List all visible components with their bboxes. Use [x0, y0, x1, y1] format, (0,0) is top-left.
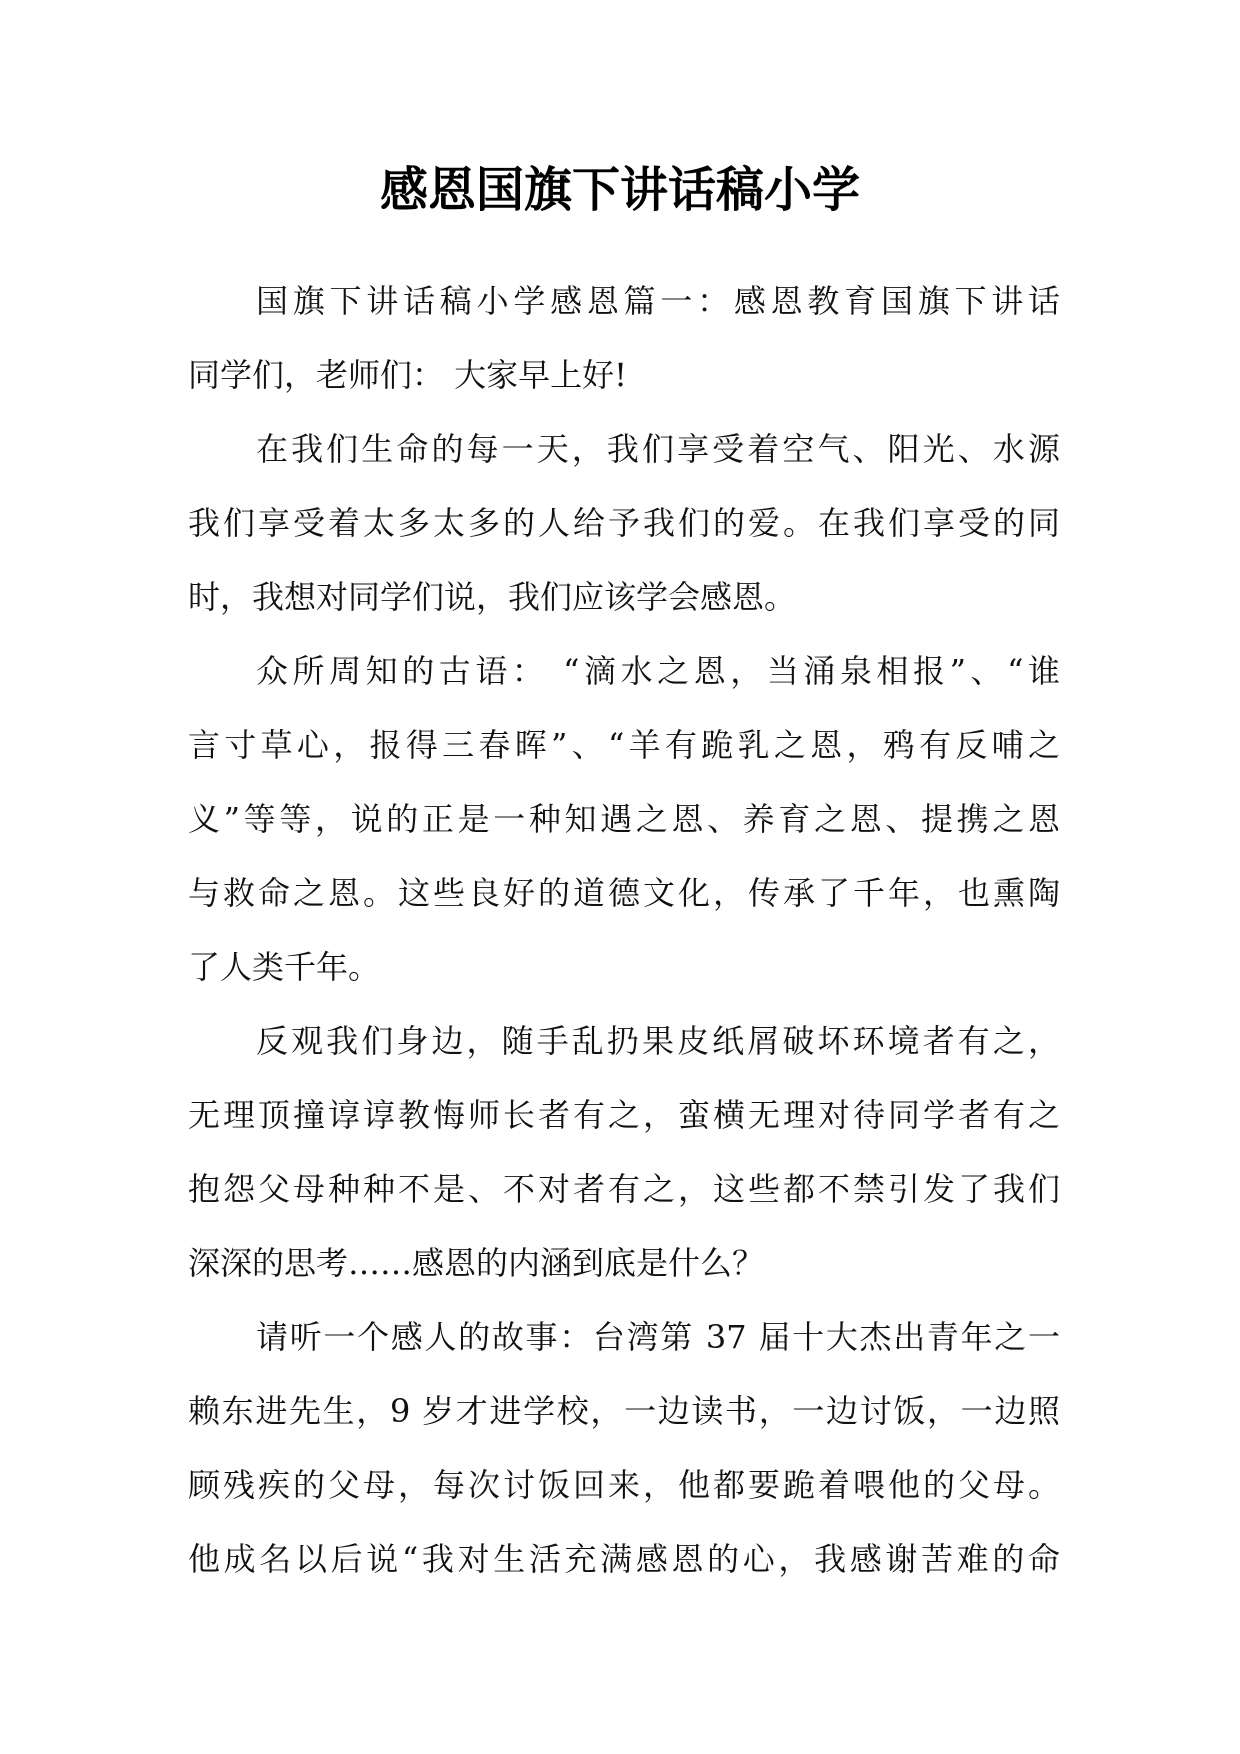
document-body [188, 264, 1060, 1596]
body-line: 言寸草心，报得三春晖”、“羊有跪乳之恩，鸦有反哺之 [188, 726, 1060, 764]
body-line: 同学们，老师们： 大家早上好! [188, 356, 628, 394]
body-line: 反观我们身边，随手乱扔果皮纸屑破坏环境者有之， [256, 1022, 1060, 1060]
document-title: 感恩国旗下讲话稿小学 [379, 162, 860, 218]
body-line: 无理顶撞谆谆教悔师长者有之，蛮横无理对待同学者有之 [188, 1096, 1060, 1134]
body-line: 我们享受着太多太多的人给予我们的爱。在我们享受的同 [188, 504, 1060, 542]
body-line: 请听一个感人的故事：台湾第 37 届十大杰出青年之一 [256, 1318, 1060, 1356]
body-line: 了人类千年。 [188, 948, 381, 986]
body-line: 赖东进先生，9 岁才进学校，一边读书，一边讨饭，一边照 [188, 1392, 1060, 1430]
body-line: 义”等等，说的正是一种知遇之恩、养育之恩、提携之恩 [188, 800, 1060, 838]
body-line: 与救命之恩。这些良好的道德文化，传承了千年，也熏陶 [188, 874, 1060, 912]
body-line: 深深的思考……感恩的内涵到底是什么？ [188, 1244, 765, 1282]
body-line: 众所周知的古语： “滴水之恩，当涌泉相报”、“谁 [256, 652, 1060, 690]
body-line: 顾残疾的父母，每次讨饭回来，他都要跪着喂他的父母。 [188, 1466, 1060, 1504]
body-line: 抱怨父母种种不是、不对者有之，这些都不禁引发了我们 [188, 1170, 1060, 1208]
body-line: 他成名以后说“我对生活充满感恩的心，我感谢苦难的命 [188, 1540, 1060, 1578]
body-line: 在我们生命的每一天，我们享受着空气、阳光、水源 [256, 430, 1060, 468]
body-line: 时，我想对同学们说，我们应该学会感恩。 [188, 578, 797, 616]
body-line: 国旗下讲话稿小学感恩篇一：感恩教育国旗下讲话 [256, 282, 1060, 320]
